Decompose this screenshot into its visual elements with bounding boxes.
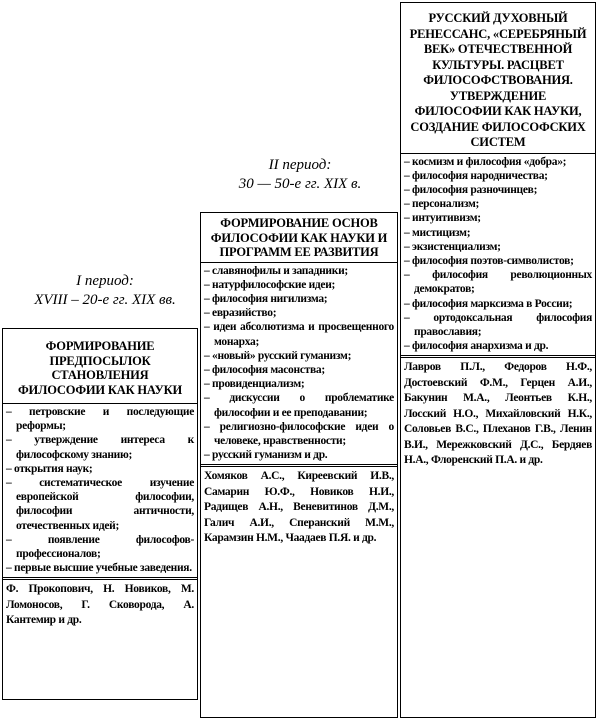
period-2-title: II период: <box>268 157 332 173</box>
period-2-items <box>201 262 397 465</box>
list-item: – философия поэтов-символистов; <box>404 254 574 267</box>
period-1-items <box>3 403 197 577</box>
period-1-box-title: ФОРМИРОВАНИЕ ПРЕДПОСЫЛОК СТАНОВЛЕНИЯ ФИЛОСОФИИ КАК НАУКИ <box>18 339 182 397</box>
list-item: – философия масонства; <box>204 363 325 376</box>
list-item: – русский гуманизм и др. <box>204 449 328 462</box>
period-3-items <box>401 153 595 356</box>
period-2-dates: 30 — 50-е гг. XIX в. <box>238 176 362 192</box>
list-item: – дискуссии о проблематике философии и ее преподавании; <box>204 392 394 419</box>
list-item: – появление философов-профессионалов; <box>6 533 194 561</box>
list-item: – философия народничества; <box>404 169 548 182</box>
period-1-label <box>10 272 200 310</box>
list-item: – евразийство; <box>204 307 277 320</box>
list-item: – утверждение интереса к философскому знанию; <box>6 434 194 461</box>
list-item: – идеи абсолютизма и просвещенного монарха; <box>204 321 394 348</box>
list-item: – философия анархизма и др. <box>404 340 549 353</box>
period-2-box <box>200 212 398 718</box>
list-item: – натурфилософские идеи; <box>204 278 336 291</box>
period-2-label <box>202 156 398 194</box>
period-3-box <box>400 2 596 718</box>
list-item: – философия разночинцев; <box>404 183 538 196</box>
list-item: – ортодоксальная философия православия; <box>404 311 592 338</box>
period-1-names: Ф. Прокопович, Н. Новиков, М. Ломоносов, Г. Сковорода, А. Кантемир и др. <box>3 577 197 631</box>
list-item: – философия революционных демократов; <box>404 269 592 296</box>
period-3-box-title: РУССКИЙ ДУХОВНЫЙ РЕНЕССАНС, «СЕРЕБРЯНЫЙ ВЕК» ОТЕЧЕСТВЕННОЙ КУЛЬТУРЫ. РАСЦВЕТ ФИЛОСОФСТВОВАНИЯ. УТВЕРЖДЕНИЕ ФИЛОСОФИИ КАК НАУКИ, СОЗДАНИЕ ФИЛОСОФСКИХ СИСТЕМ <box>409 11 587 149</box>
list-item: – экзистенциализм; <box>404 240 501 253</box>
list-item: – открытия наук; <box>6 462 93 475</box>
period-1-dates: XVIII – 20-е гг. XIX вв. <box>34 292 176 308</box>
period-1-title: I период: <box>76 273 134 289</box>
list-item: – философия марксизма в России; <box>404 297 573 310</box>
list-item: – славянофилы и западники; <box>204 264 348 277</box>
list-item: – философия нигилизма; <box>204 292 328 305</box>
list-item: – первые высшие учебные заведения. <box>6 562 192 575</box>
list-item: – персонализм; <box>404 198 480 211</box>
list-item: – космизм и философия «добра»; <box>404 155 567 168</box>
list-item: – религиозно-философские идеи о человеке, нравственности; <box>204 420 394 447</box>
list-item: – петровские и последующие реформы; <box>6 406 194 433</box>
period-3-names: Лавров П.Л., Федоров Н.Ф., Достоевский Ф.М., Герцен А.И., Бакунин М.А., Леонтьев К.Н., Лосский Н.О., Михайловский Н.К., Соловьев В.С., Плеханов Г.В., Ленин В.И., Мережковский Д.С., Бердяев Н.А., Флоренский П.А. и др. <box>401 355 595 471</box>
period-1-box <box>2 328 198 700</box>
list-item: – систематическое изучение европейской философии, философии античности, отечественных идей; <box>6 477 194 532</box>
list-item: – интуитивизм; <box>404 212 481 225</box>
list-item: – мистицизм; <box>404 226 471 239</box>
period-2-box-title: ФОРМИРОВАНИЕ ОСНОВ ФИЛОСОФИИ КАК НАУКИ И ПРОГРАММ ЕЕ РАЗВИТИЯ <box>210 216 388 259</box>
list-item: – «новый» русский гуманизм; <box>204 349 352 362</box>
period-2-names: Хомяков А.С., Киреевский И.В., Самарин Ю.Ф., Новиков Н.И., Радищев А.Н., Веневитинов Д.М., Галич А.И., Сперанский М.М., Карамзин Н.М., Чаадаев П.Я. и др. <box>201 464 397 549</box>
list-item: – провиденциализм; <box>204 378 305 391</box>
